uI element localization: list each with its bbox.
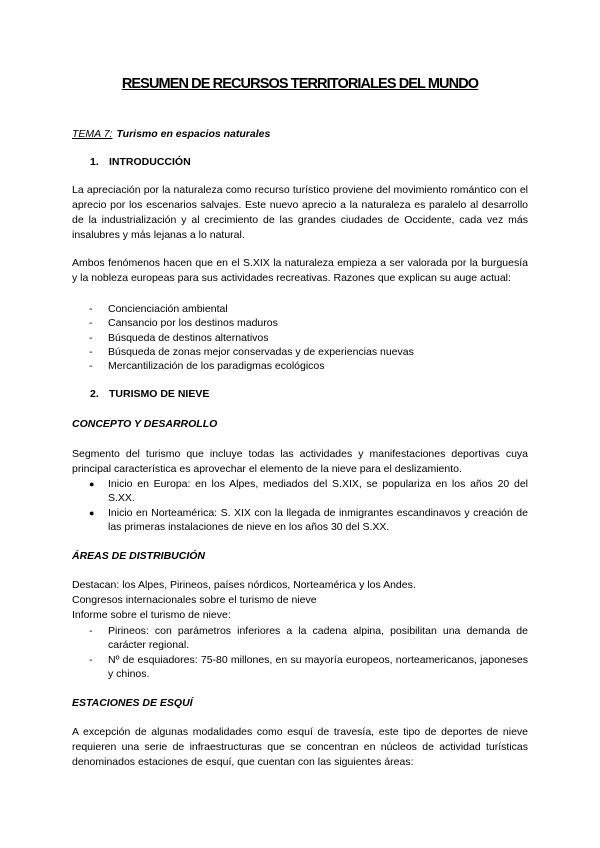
tema-text: Turismo en espacios naturales (116, 128, 271, 140)
subheading-areas: ÁREAS DE DISTRIBUCIÓN (72, 550, 206, 562)
list-item: - Concienciación ambiental (89, 303, 228, 315)
list-item: - Mercantilización de los paradigmas ecológicos (89, 360, 325, 373)
estaciones-paragraph: A excepción de algunas modalidades como esquí de travesía, este tipo de deportes de nieve requieren una serie de infraestructuras que se concentran en núcleos de actividad turísticas denominados estaciones de esquí, que cuentan con las siguientes áreas: (72, 726, 528, 768)
section-title: INTRODUCCIÓN (109, 156, 191, 168)
list-item: - Pirineos: con parámetros inferiores a la cadena alpina, posibilitan una demanda de carácter regional. (89, 625, 528, 652)
areas-line-1: Destacan: los Alpes, Pirineos, países nórdicos, Norteamérica y los Andes. (72, 579, 416, 591)
areas-line-3: Informe sobre el turismo de nieve: (72, 609, 231, 621)
section-heading-turismo-nieve (90, 388, 209, 400)
tema-line (72, 128, 270, 140)
section-title: TURISMO DE NIEVE (109, 388, 210, 400)
concepto-paragraph: Segmento del turismo que incluye todas las actividades y manifestaciones deportivas cuya principal característica es aprovechar el elemento de la nieve para el deslizamiento. (72, 448, 528, 475)
list-item: - Cansancio por los destinos maduros (89, 317, 278, 330)
list-item: - Búsqueda de zonas mejor conservadas y de experiencias nuevas (89, 345, 414, 358)
areas-list (72, 624, 528, 681)
document-title: RESUMEN DE RECURSOS TERRITORIALES DEL MUNDO (121, 76, 479, 92)
subheading-concepto: CONCEPTO Y DESARROLLO (72, 418, 218, 430)
list-item: ● Inicio en Europa: en los Alpes, mediados del S.XIX, se populariza en los años 20 del S.XX. (89, 478, 528, 505)
list-item: - Nº de esquiadores: 75-80 millones, en su mayoría europeos, norteamericanos, japoneses y chinos. (89, 653, 528, 680)
subheading-estaciones: ESTACIONES DE ESQUÍ (72, 697, 193, 709)
intro-paragraph-1: La apreciación por la naturaleza como recurso turístico proviene del movimiento romántico con el aprecio por los escenarios salvajes. Este nuevo aprecio a la naturaleza es paralelo al desarrollo de la industrialización y al crecimiento de las grandes ciudades de Occidente, cada vez más insalubres y más lejanas a lo natural. (72, 184, 528, 241)
reasons-list (72, 302, 528, 373)
section-number: 1. (90, 156, 99, 168)
list-item: ● Inicio en Norteamérica: S. XIX con la llegada de inmigrantes escandinavos y creación de las primeras instalaciones de nieve en los años 30 del S.XX. (89, 506, 528, 533)
list-item: - Búsqueda de destinos alternativos (89, 331, 269, 344)
section-heading-introduccion (90, 156, 191, 168)
areas-line-2: Congresos internacionales sobre el turismo de nieve (72, 594, 317, 606)
tema-label: TEMA 7: (72, 128, 113, 140)
section-number: 2. (90, 388, 99, 400)
intro-paragraph-2: Ambos fenómenos hacen que en el S.XIX la naturaleza empieza a ser valorada por la burguesía y la nobleza europeas para sus actividades recreativas. Razones que explican su auge actual: (72, 257, 528, 284)
concepto-bullets (72, 477, 528, 534)
